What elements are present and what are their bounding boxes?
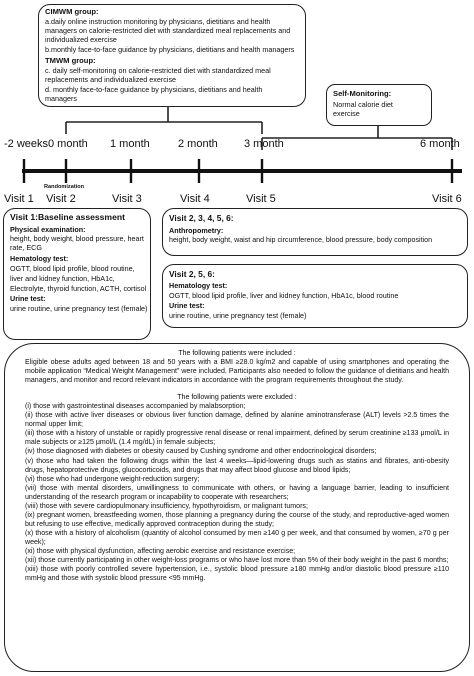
cimwm-item-a-cont: managers on calorie-restricted diet with standardized meal replacements and (45, 26, 291, 35)
included-title: The following patients were included : (178, 350, 296, 357)
visit-label-3: Visit 3 (112, 193, 142, 205)
tmwm-title: TMWM group: (45, 56, 96, 65)
self-monitoring-box (326, 84, 432, 126)
baseline-ht-text-2: liver and kidney function, HbA1c, (10, 274, 115, 283)
time-label-minus-2-weeks: -2 weeks (4, 138, 49, 150)
excluded-title: The following patients were excluded : (177, 394, 297, 402)
time-label-6-month: 6 month (420, 138, 460, 150)
excluded-item: (vi) those who had undergone weight-reduction surgery; (25, 475, 200, 483)
time-label-3-month: 3 month (244, 138, 284, 150)
time-label-2-month: 2 month (178, 138, 218, 150)
lab-tests-box (162, 264, 468, 328)
self-monitoring-line2: exercise (333, 109, 360, 118)
included-text: Eligible obese adults aged between 18 and 50 years with a BMI ≥28.0 kg/m2 and capable of using smartphones and operating the mobile application “Medical Weight Management” were included. Participants also needed to follow the guidance of dietitians and health managers, and monitor and record relevant indicators in accordance with the program requirements throughout the study. (25, 359, 449, 385)
anthro-label: Anthropometry: (169, 226, 224, 235)
randomization-label: Randomization (44, 184, 85, 190)
excluded-item: (xi) those with physical dysfunction, affecting aerobic exercise and resistance exercise; (25, 547, 296, 555)
lab-ut-text: urine routine, urine pregnancy test (female) (169, 311, 307, 320)
cimwm-title: CIMWM group: (45, 7, 99, 16)
excluded-item: (v) those who had taken the following drugs within the last 4 weeks—lipid-lowering drugs such as statins and fibrates, anti-obesity drugs, hepatoprotective drugs, glucocorticoids, and drugs that may affect blood glucose and blood lipids; (25, 457, 449, 474)
time-label-0-month: 0 month (48, 138, 88, 150)
excluded-item: (i) those with gastrointestinal diseases accompanied by malabsorption; (25, 403, 246, 411)
time-label-1-month: 1 month (110, 138, 150, 150)
excluded-item: (ii) those with active liver diseases or obvious liver function damage, defined by alanine aminotransferase (ALT) levels >2.5 times the normal upper limit; (25, 412, 449, 429)
cimwm-item-b: b.monthly face-to-face guidance by physicians, dietitians and health managers (45, 45, 295, 54)
baseline-pe-text-2: rate, ECG (10, 243, 42, 252)
tmwm-item-d-cont: managers (45, 94, 77, 103)
baseline-ut-label: Urine test: (10, 294, 46, 303)
excluded-item: (x) those with a history of alcoholism (quantity of alcohol consumed by men ≥140 g per week, and that consumed by women, ≥70 g per week); (25, 529, 449, 546)
excluded-item: (xiii) those with poorly controlled severe hypertension, i.e., systolic blood pressure ≥180 mmHg and/or diastolic blood pressure ≥110 mmHg and those with systolic blood pressure <95 mmHg. (25, 566, 449, 583)
baseline-ht-label: Hematology test: (10, 254, 69, 263)
baseline-ht-text-3: Electrolyte, thyroid function, ACTH, cortisol (10, 284, 147, 293)
lab-ht-text: OGTT, blood lipid profile, liver and kidney function, HbA1c, blood routine (169, 291, 399, 300)
excluded-item: (iv) those diagnosed with diabetes or obesity caused by Cushing syndrome and other endocrinological disorders; (25, 448, 377, 456)
excluded-item: (xii) those currently participating in other weight-loss programs or who have lost more than 5% of their body weight in the past 6 months; (25, 557, 449, 565)
lab-ut-label: Urine test: (169, 301, 205, 310)
baseline-assessment-box (3, 208, 151, 340)
baseline-ht-text-1: OGTT, blood lipid profile, blood routine, (10, 264, 135, 273)
eligibility-criteria-box (4, 343, 470, 672)
cimwm-item-a-cont2: individualized exercise (45, 35, 117, 44)
tmwm-item-d: d. monthly face-to-face guidance by physicians, dietitians and health (45, 85, 263, 94)
lab-title: Visit 2, 5, 6: (169, 269, 215, 279)
tmwm-item-c: c. daily self-monitoring on calorie-restricted diet with standardized meal (45, 66, 271, 75)
tmwm-item-c-cont: replacements and individualized exercise (45, 75, 177, 84)
visit-label-4: Visit 4 (180, 193, 210, 205)
timeline-ticks (24, 159, 452, 183)
self-monitoring-line1: Normal calorie diet (333, 100, 393, 109)
anthro-title: Visit 2, 3, 4, 5, 6: (169, 213, 234, 223)
baseline-pe-label: Physical examination: (10, 225, 86, 234)
excluded-item: (ix) pregnant women, breastfeeding women, those planning a pregnancy during the course of the study, and reproductive-aged women but refusing to use effective, medically approved contraception during the study; (25, 511, 449, 528)
baseline-ut-text: urine routine, urine pregnancy test (female) (10, 304, 148, 313)
visit-label-6: Visit 6 (432, 193, 462, 205)
excluded-item: (viii) those with severe cardiopulmonary insufficiency, hypothyroidism, or malignant tumors; (25, 502, 308, 510)
intervention-groups-box (38, 4, 306, 107)
visit-label-2: Visit 2 (46, 193, 76, 205)
self-monitoring-title: Self-Monitoring: (333, 89, 392, 98)
cimwm-item-a: a.daily online instruction monitoring by physicians, dietitians and health (45, 17, 271, 26)
visit-label-5: Visit 5 (246, 193, 276, 205)
excluded-item: (iii) those with a history of unstable or rapidly progressive renal disease or renal impairment, defined by serum creatinine ≥133 μmol/L in male subjects or ≥125 μmol/L (1.4 mg/dL) in female subjects; (25, 430, 449, 447)
excluded-item: (vii) those with mental disorders, unwillingness to communicate with others, or having a language barrier, leading to insufficient understanding of the research program or incapability to cooperate with researchers; (25, 484, 449, 501)
baseline-pe-text-1: height, body weight, blood pressure, heart (10, 234, 144, 243)
anthropometry-box (162, 208, 468, 256)
visit-label-1: Visit 1 (4, 193, 34, 205)
baseline-title: Visit 1:Baseline assessment (10, 212, 125, 222)
lab-ht-label: Hematology test: (169, 281, 228, 290)
anthro-text: height, body weight, waist and hip circumference, blood pressure, body composition (169, 236, 433, 244)
